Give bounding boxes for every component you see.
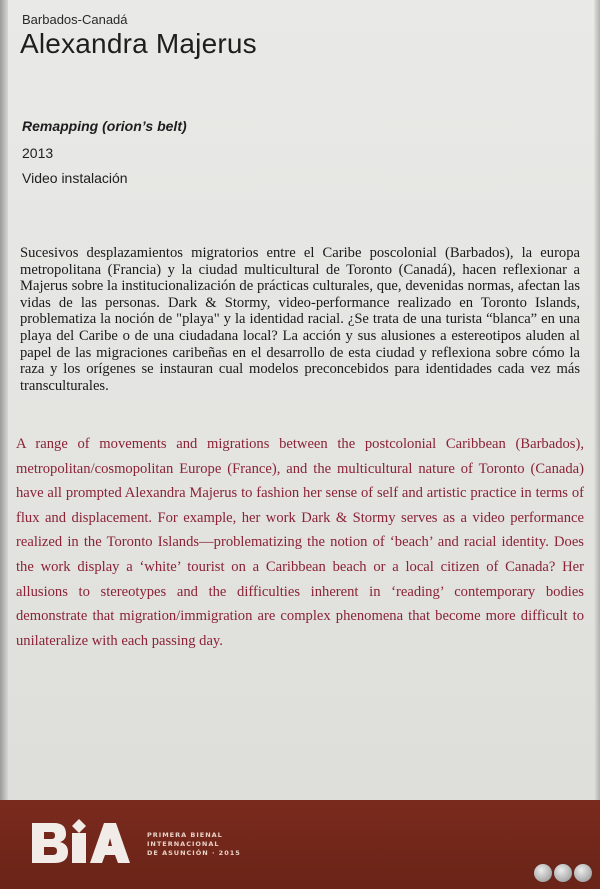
page-edge-right [594,0,600,889]
work-year: 2013 [22,145,54,161]
description-english: A range of movements and migrations between the postcolonial Caribbean (Barbados), metropolitan/cosmopolitan Europe (France), and the multicultural nature of Toronto (Canada) have all prompted Alexandra Majerus to fashion her sense of self and artistic practice in terms of flux and displacement. For example, her work Dark & Stormy serves as a video performance realized in the Toronto Islands—problematizing the notion of ‘beach’ and racial identity. Does the work display a ‘white’ tourist on a Caribbean beach or a local citizen of Canada? Her allusions to stereotypes and the difficulties inherent in ‘reading’ contemporary bodies demonstrate that migration/immigration are complex phenomena that become more difficult to unilateralize with each passing day. [16,436,584,649]
work-medium: Video instalación [22,170,128,186]
bienal-line-2: INTERNACIONAL [147,840,220,848]
zoom-icon[interactable] [554,864,572,882]
bia-logo [30,815,132,871]
description-spanish: Sucesivos desplazamientos migratorios entre el Caribe poscolonial (Barbados), la europa metropolitana (Francia) y la ciudad multicultural de Toronto (Canadá), hacen reflexionar a Majerus sobre la institucionalización de prácticas culturales, que, devenidas normas, afectan las vidas de las personas. Dark & Stormy, video-performance realizado en Toronto Islands, problematiza la noción de "playa" y la identidad racial. ¿Se trata de una turista “blanca” en una playa del Caribe o de una ciudadana local? La acción y sus alusiones a estereotipos aluden al papel de las migraciones caribeñas en el desarrollo de esta ciudad y reflexiona sobre cómo la raza y los orígenes se instauran cual modelos preconcebidos para identidades cada vez más transculturales. [20,245,580,394]
prev-icon[interactable] [534,864,552,882]
artist-country: Barbados-Canadá [22,12,128,27]
work-title: Remapping (orion’s belt) [22,118,187,134]
bienal-caption [147,831,241,858]
bienal-line-3: DE ASUNCIÓN · 2015 [147,849,241,857]
bienal-line-1: PRIMERA BIENAL [147,831,223,839]
page-edge-left [0,0,8,889]
next-icon[interactable] [574,864,592,882]
artist-name: Alexandra Majerus [20,28,257,59]
viewer-controls [534,864,592,882]
